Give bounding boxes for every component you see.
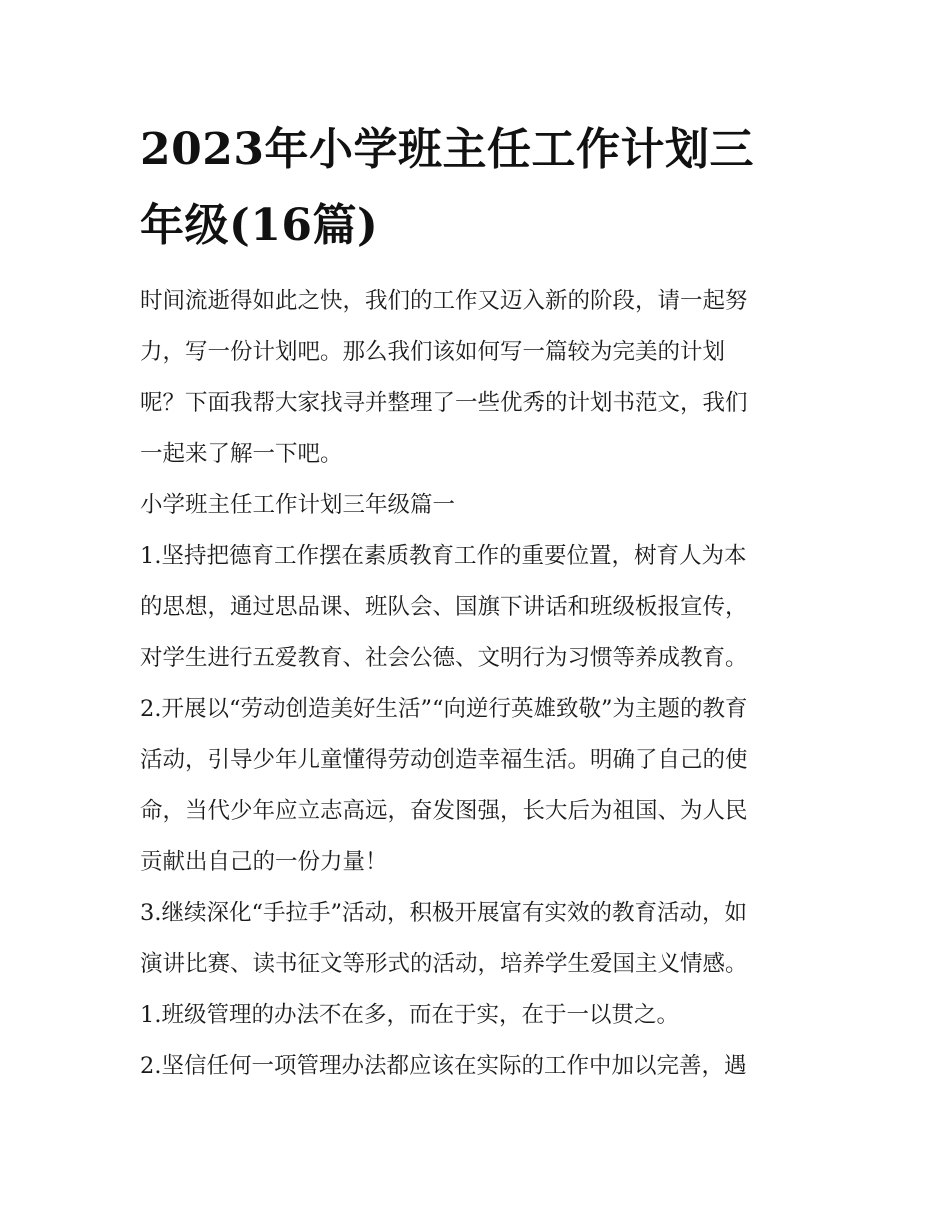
text-line: 的思想，通过思品课、班队会、国旗下讲话和班级板报宣传， [140, 594, 748, 620]
text-line: 力，写一份计划吧。那么我们该如何写一篇较为完美的计划 [140, 339, 726, 365]
title-line: 年级(16篇) [140, 200, 379, 251]
text-line: 演讲比赛、读书征文等形式的活动，培养学生爱国主义情感。 [140, 951, 748, 977]
document-body [140, 276, 820, 1092]
list-item-paragraph [140, 684, 820, 888]
intro-paragraph [140, 276, 820, 480]
text-line: 2.开展以“劳动创造美好生活”“向逆行英雄致敬”为主题的教育 [140, 696, 748, 722]
section-heading-text: 小学班主任工作计划三年级篇一 [140, 492, 456, 518]
text-line: 时间流逝得如此之快，我们的工作又迈入新的阶段，请一起努 [140, 288, 748, 314]
title-line: 2023年小学班主任工作计划三 [140, 124, 754, 175]
text-line: 对学生进行五爱教育、社会公德、文明行为习惯等养成教育。 [140, 645, 748, 671]
text-line: 1.坚持把德育工作摆在素质教育工作的重要位置，树育人为本 [140, 543, 747, 569]
text-line: 一起来了解一下吧。 [140, 441, 343, 467]
text-line: 2.坚信任何一项管理办法都应该在实际的工作中加以完善，遇 [140, 1053, 747, 1079]
list-item-paragraph [140, 990, 820, 1041]
text-line: 3.继续深化“手拉手”活动，积极开展富有实效的教育活动，如 [140, 900, 747, 926]
text-line: 命，当代少年应立志高远，奋发图强，长大后为祖国、为人民 [140, 798, 748, 824]
text-line: 呢？下面我帮大家找寻并整理了一些优秀的计划书范文，我们 [140, 390, 748, 416]
list-item-paragraph [140, 531, 820, 684]
document-page [140, 112, 820, 1092]
list-item-paragraph [140, 888, 820, 990]
document-title [140, 112, 820, 264]
text-line: 1.班级管理的办法不在多，而在于实，在于一以贯之。 [140, 1002, 679, 1028]
text-line: 贡献出自己的一份力量！ [140, 849, 388, 875]
section-heading [140, 480, 820, 531]
list-item-paragraph [140, 1041, 820, 1092]
text-line: 活动，引导少年儿童懂得劳动创造幸福生活。明确了自己的使 [140, 747, 748, 773]
